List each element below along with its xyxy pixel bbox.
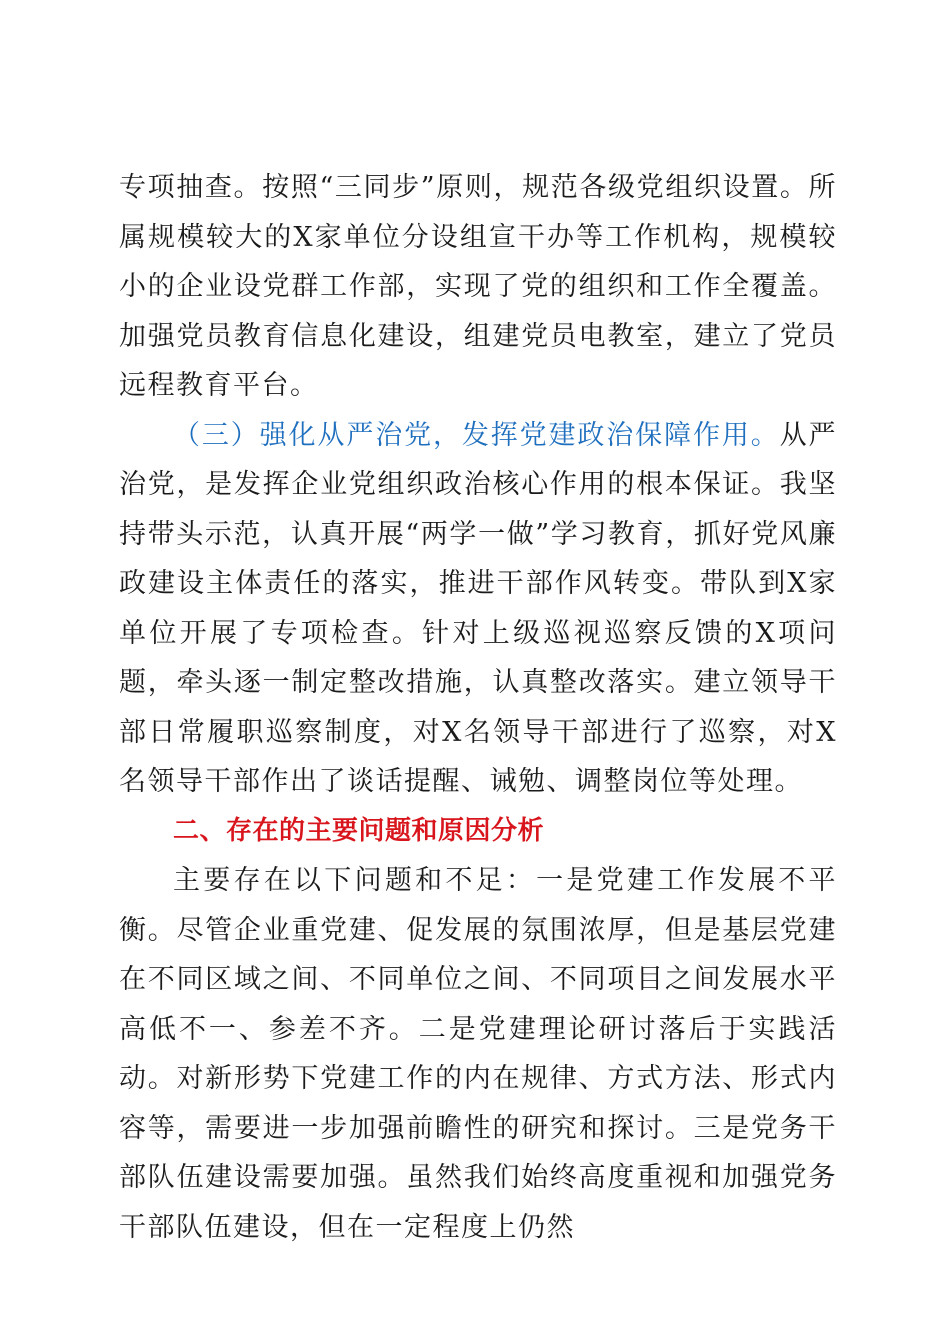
paragraph-3: 主要存在以下问题和不足：一是党建工作发展不平衡。尽管企业重党建、促发展的氛围浓厚，但是基层党建在不同区域之间、不同单位之间、不同项目之间发展水平高低不一、参差不齐。二是党建理论研讨落后于实践活动。对新形势下党建工作的内在规律、方式方法、形式内容等，需要进一步加强前瞻性的研究和探讨。三是党务干部队伍建设需要加强。虽然我们始终高度重视和加强党务干部队伍建设，但在一定程度上仍然 [119, 865, 837, 1243]
document-body [119, 163, 837, 1252]
paragraph-1: 专项抽查。按照“三同步”原则，规范各级党组织设置。所属规模较大的X家单位分设组宣干办等工作机构，规模较小的企业设党群工作部，实现了党的组织和工作全覆盖。加强党员教育信息化建设，组建党员电教室，建立了党员远程教育平台。 [119, 172, 837, 401]
subheading-3: （三）强化从严治党，发挥党建政治保障作用。 [173, 419, 780, 451]
section-2-title: 二、存在的主要问题和原因分析 [173, 815, 545, 846]
paragraph-2-body: 从严治党，是发挥企业党组织政治核心作用的根本保证。我坚持带头示范，认真开展“两学一做”学习教育，抓好党风廉政建设主体责任的落实，推进干部作风转变。带队到X家单位开展了专项检查。针对上级巡视巡察反馈的X项问题，牵头逐一制定整改措施，认真整改落实。建立领导干部日常履职巡察制度，对X名领导干部进行了巡察，对X名领导干部作出了谈话提醒、诫勉、调整岗位等处理。 [119, 419, 838, 797]
paragraph-2 [119, 411, 837, 807]
